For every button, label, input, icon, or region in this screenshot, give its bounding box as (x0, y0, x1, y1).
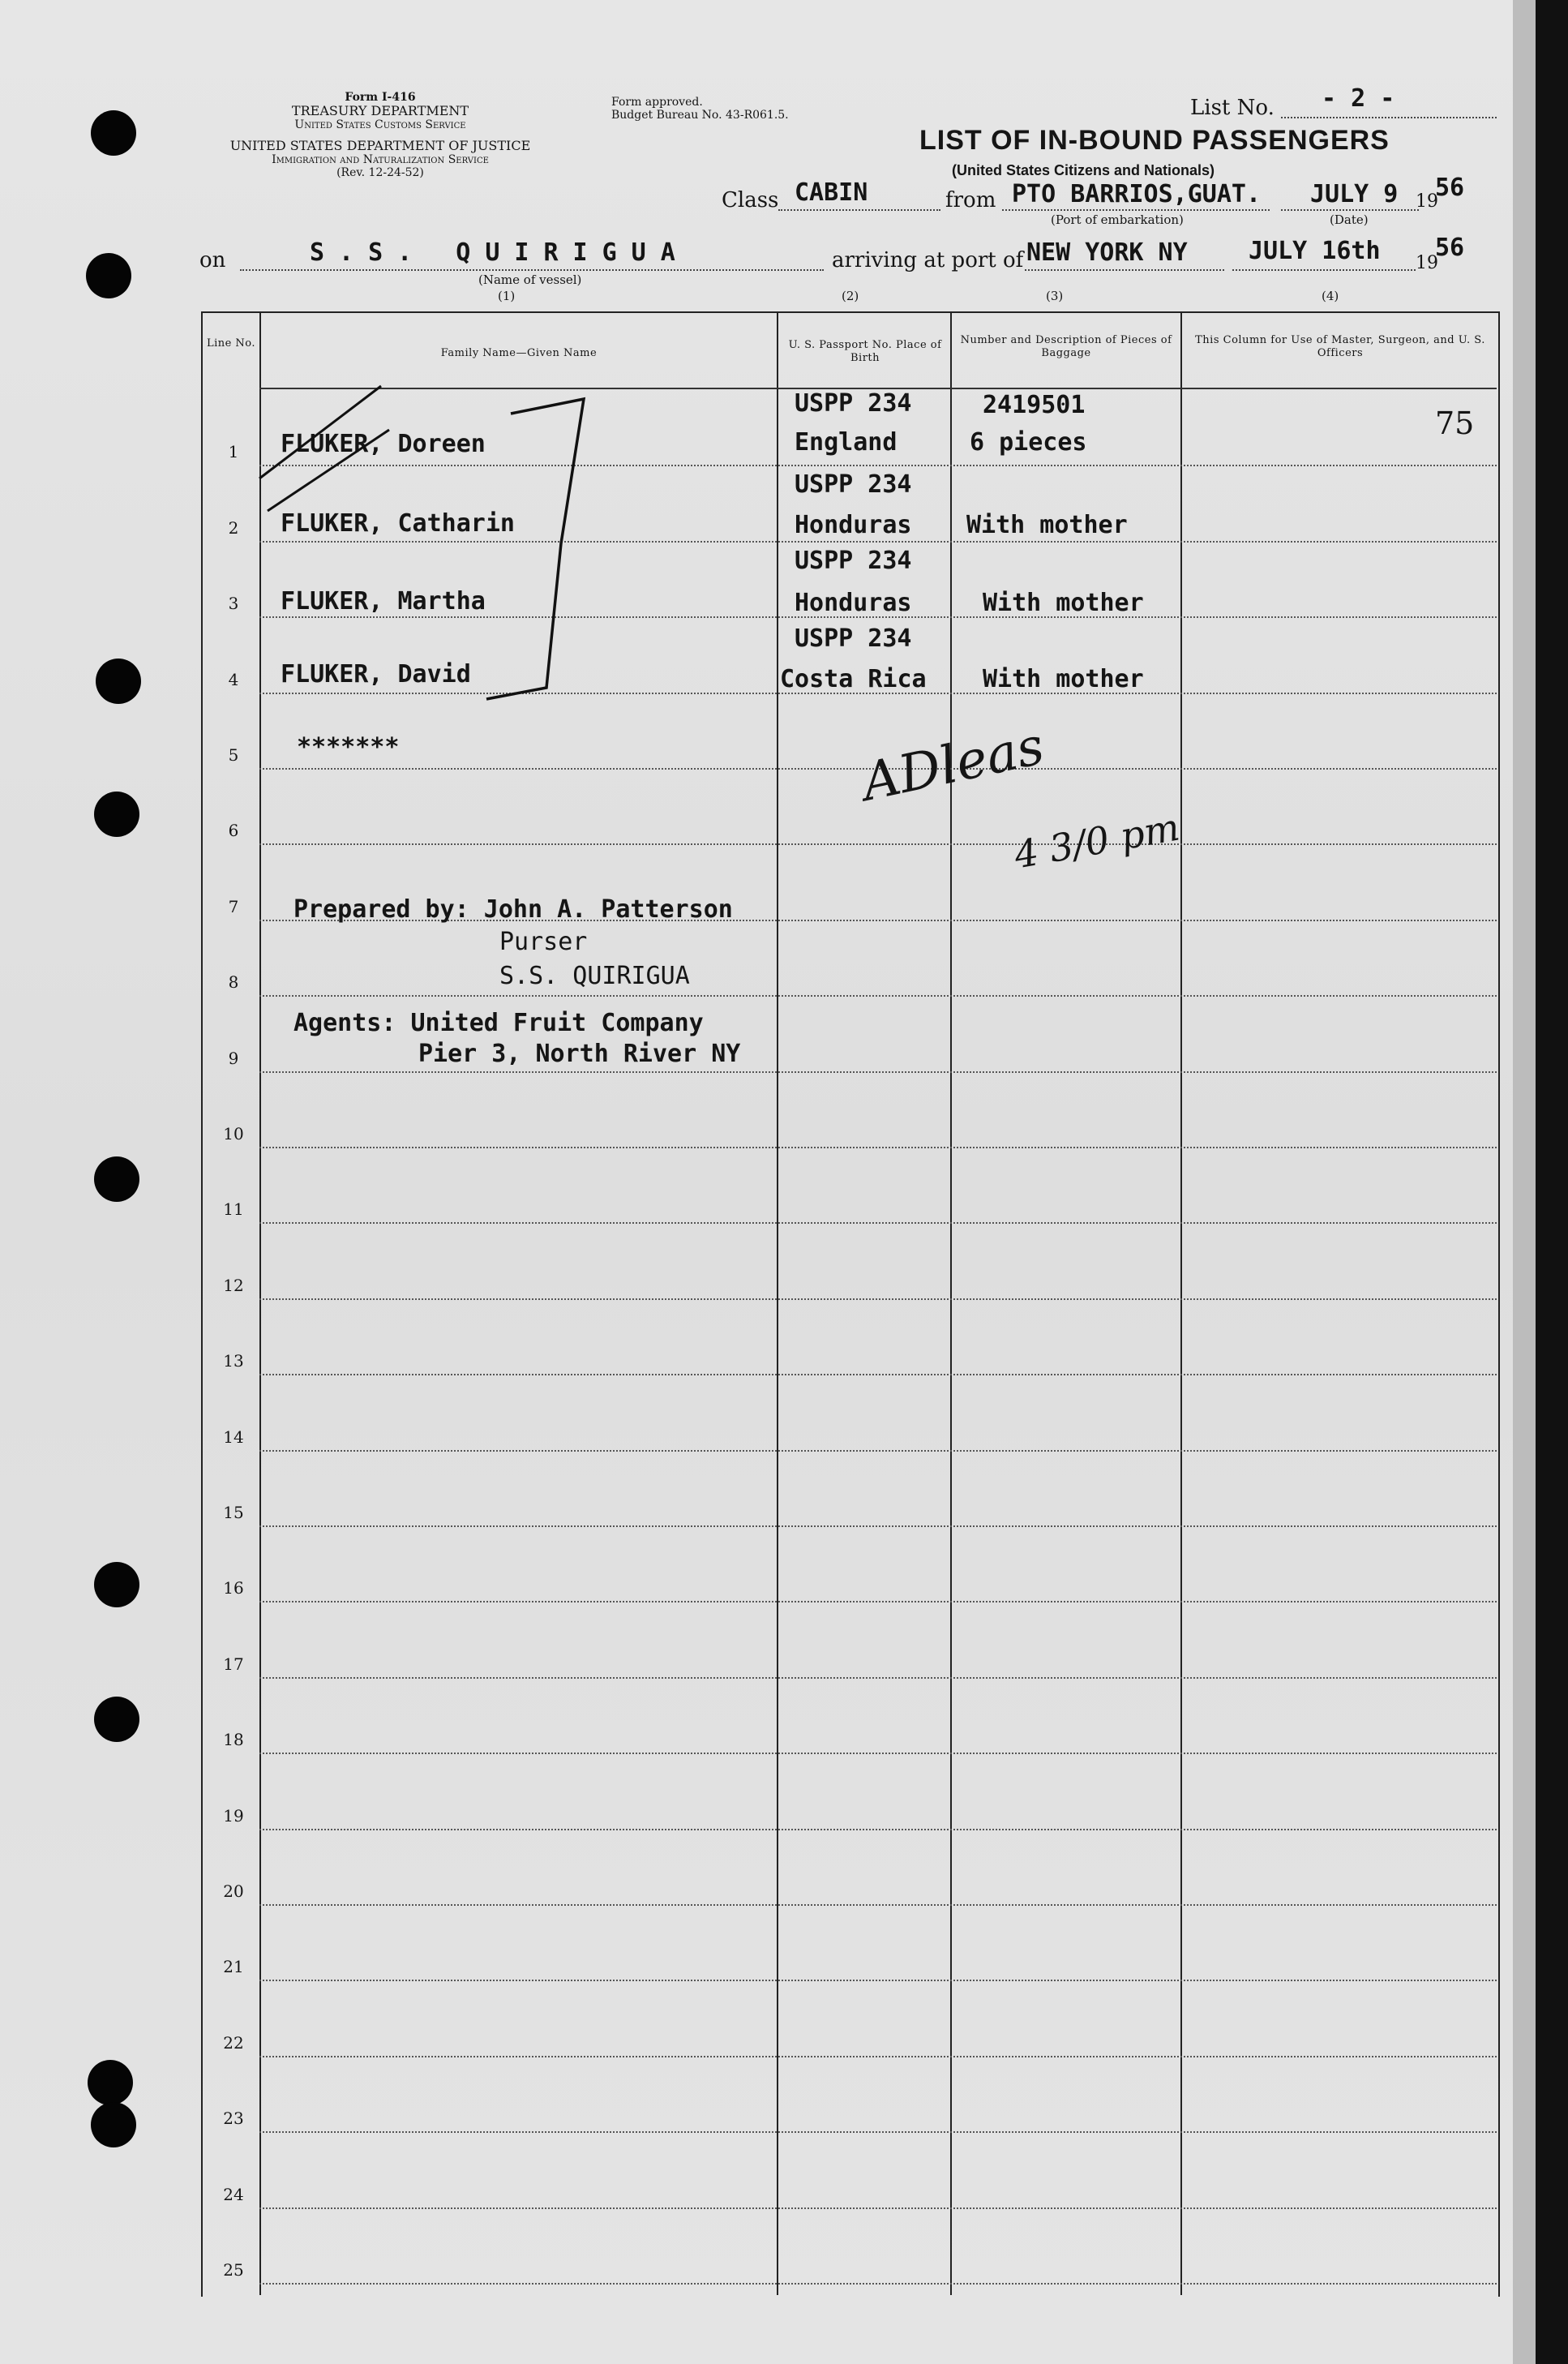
line-number: 19 (223, 1805, 244, 1826)
arrival-date-line (1232, 269, 1416, 271)
col-header-baggage: Number and Description of Pieces of Baggage (960, 334, 1172, 359)
punch-hole (88, 2060, 133, 2105)
row-rule (259, 1071, 1497, 1073)
passport-number: USPP 234 (795, 624, 912, 653)
embarkation-line (1002, 209, 1270, 211)
embarkation-caption: (Port of embarkation) (1051, 212, 1184, 227)
arrival-port-line (1025, 269, 1224, 271)
departure-year: 56 (1435, 174, 1465, 202)
row-rule (259, 1147, 1497, 1148)
punch-hole (96, 659, 141, 704)
line-number: 21 (223, 1957, 244, 1977)
agency-block (190, 91, 571, 179)
purser-title: Purser (499, 928, 588, 956)
row-rule (259, 2283, 1497, 2285)
line-number: 4 (228, 669, 239, 689)
line-number: 18 (223, 1730, 244, 1750)
preparer-vessel: S.S. QUIRIGUA (499, 962, 690, 990)
line-number: 16 (223, 1578, 244, 1598)
row-rule (259, 1374, 1497, 1375)
col-divider-3 (950, 311, 952, 2295)
line-number: 24 (223, 2184, 244, 2204)
row-rule (259, 1980, 1497, 1981)
line-number: 17 (223, 1654, 244, 1674)
punch-hole (94, 1562, 139, 1607)
officer-note: 75 (1435, 405, 1475, 441)
line-number: 12 (223, 1275, 244, 1295)
scan-border (1536, 0, 1568, 2364)
baggage-description: 6 pieces (970, 428, 1087, 457)
line-number: 15 (223, 1503, 244, 1522)
baggage-description: With mother (966, 511, 1128, 539)
revision-label: (Rev. 12-24-52) (336, 166, 424, 180)
col-marker-4: (4) (1322, 289, 1339, 303)
row-rule (259, 2207, 1497, 2209)
budget-number: Budget Bureau No. 43-R061.5. (611, 109, 789, 122)
row-rule (259, 2131, 1497, 2133)
form-title: LIST OF IN-BOUND PASSENGERS (919, 125, 1390, 156)
line-number: 14 (223, 1427, 244, 1447)
col-marker-1: (1) (498, 289, 516, 303)
from-label: from (945, 188, 996, 212)
on-label: on (199, 248, 226, 272)
baggage-description: With mother (983, 665, 1144, 693)
row-rule (259, 1525, 1497, 1527)
place-of-birth: Costa Rica (780, 665, 927, 693)
baggage-description: With mother (983, 589, 1144, 617)
prepared-by: Prepared by: John A. Patterson (293, 895, 733, 924)
bracket-mark (243, 381, 811, 706)
place-of-birth: Honduras (795, 589, 912, 617)
punch-hole (94, 792, 139, 837)
arrival-year: 56 (1435, 234, 1465, 262)
form-approved: Form approved. (611, 96, 703, 109)
year-prefix-2: 19 (1416, 253, 1438, 273)
row-rule (259, 995, 1497, 997)
arrival-port: NEW YORK NY (1026, 238, 1188, 267)
col-marker-2: (2) (842, 289, 859, 303)
class-value: CABIN (795, 178, 868, 207)
line-number: 1 (228, 442, 239, 462)
passenger-name: FLUKER, Doreen (281, 430, 486, 458)
line-number: 25 (223, 2260, 244, 2280)
line-number: 8 (228, 972, 239, 993)
passenger-name: FLUKER, Catharin (281, 509, 515, 538)
end-of-list-marker: ******* (297, 733, 400, 762)
row-rule (259, 1298, 1497, 1300)
row-rule (259, 1450, 1497, 1452)
line-number: 2 (228, 517, 239, 538)
ins-label: Immigration and Naturalization Service (272, 152, 489, 166)
vessel-name: S.S. QUIRIGUA (310, 238, 690, 267)
punch-hole (91, 2102, 136, 2147)
arriving-label: arriving at port of (832, 248, 1024, 272)
list-no-line (1281, 117, 1497, 118)
row-rule (259, 1222, 1497, 1224)
customs-label: United States Customs Service (294, 118, 466, 132)
vessel-line (240, 269, 824, 271)
form-number: Form I-416 (345, 91, 416, 104)
row-rule (259, 1904, 1497, 1906)
col-header-line-no: Line No. (206, 337, 256, 350)
row-rule (259, 1753, 1497, 1754)
place-of-birth: Honduras (795, 511, 912, 539)
agents-address: Pier 3, North River NY (418, 1040, 741, 1068)
treasury-label: TREASURY DEPARTMENT (291, 103, 469, 119)
row-rule (259, 2056, 1497, 2057)
passport-number: USPP 234 (795, 470, 912, 499)
col-header-passport: U. S. Passport No. Place of Birth (788, 339, 942, 364)
line-number: 6 (228, 821, 239, 841)
passport-number: USPP 234 (795, 547, 912, 575)
list-no-label: List No. (1190, 96, 1275, 120)
line-number: 7 (228, 896, 239, 916)
passenger-name: FLUKER, David (281, 660, 471, 689)
col-marker-3: (3) (1046, 289, 1064, 303)
punch-hole (94, 1697, 139, 1742)
line-number: 11 (223, 1199, 244, 1220)
passport-number: USPP 234 (795, 389, 912, 418)
col-header-officers: This Column for Use of Master, Surgeon, and U. S. Officers (1195, 334, 1485, 359)
punch-hole (94, 1156, 139, 1202)
col-divider-4 (1180, 311, 1182, 2295)
passenger-name: FLUKER, Martha (281, 587, 486, 616)
col-header-name: Family Name—Given Name (440, 347, 598, 359)
line-number: 9 (228, 1048, 239, 1068)
row-rule (259, 1677, 1497, 1679)
agents-line: Agents: United Fruit Company (293, 1009, 704, 1037)
baggage-number: 2419501 (983, 391, 1086, 419)
row-rule (259, 843, 1497, 845)
signature: ADleas (856, 716, 1050, 813)
vessel-caption: (Name of vessel) (478, 272, 582, 287)
arrival-date: JULY 16th (1249, 237, 1381, 265)
class-line (778, 209, 940, 211)
row-rule (259, 1601, 1497, 1602)
year-prefix: 19 (1416, 191, 1438, 212)
form-subtitle: (United States Citizens and Nationals) (952, 162, 1215, 178)
time-annotation: 4 3/0 pm (1010, 804, 1183, 877)
row-rule (259, 1829, 1497, 1830)
port-of-embarkation: PTO BARRIOS,GUAT. (1012, 180, 1262, 208)
line-number: 22 (223, 2032, 244, 2053)
punch-hole (86, 253, 131, 298)
list-no-value: - 2 - (1322, 84, 1395, 113)
line-number: 10 (223, 1124, 244, 1143)
scan-edge (1513, 0, 1536, 2364)
date-line (1281, 209, 1419, 211)
justice-label: UNITED STATES DEPARTMENT OF JUSTICE (229, 137, 531, 153)
line-number: 23 (223, 2109, 244, 2129)
approval-block (611, 96, 789, 122)
departure-date: JULY 9 (1310, 180, 1399, 208)
line-number: 3 (228, 594, 239, 614)
line-number: 5 (228, 745, 239, 765)
line-number: 13 (223, 1351, 244, 1371)
place-of-birth: England (795, 428, 898, 457)
punch-hole (91, 110, 136, 156)
line-number: 20 (223, 1881, 244, 1901)
class-label: Class (722, 188, 779, 212)
date-caption: (Date) (1330, 212, 1369, 227)
